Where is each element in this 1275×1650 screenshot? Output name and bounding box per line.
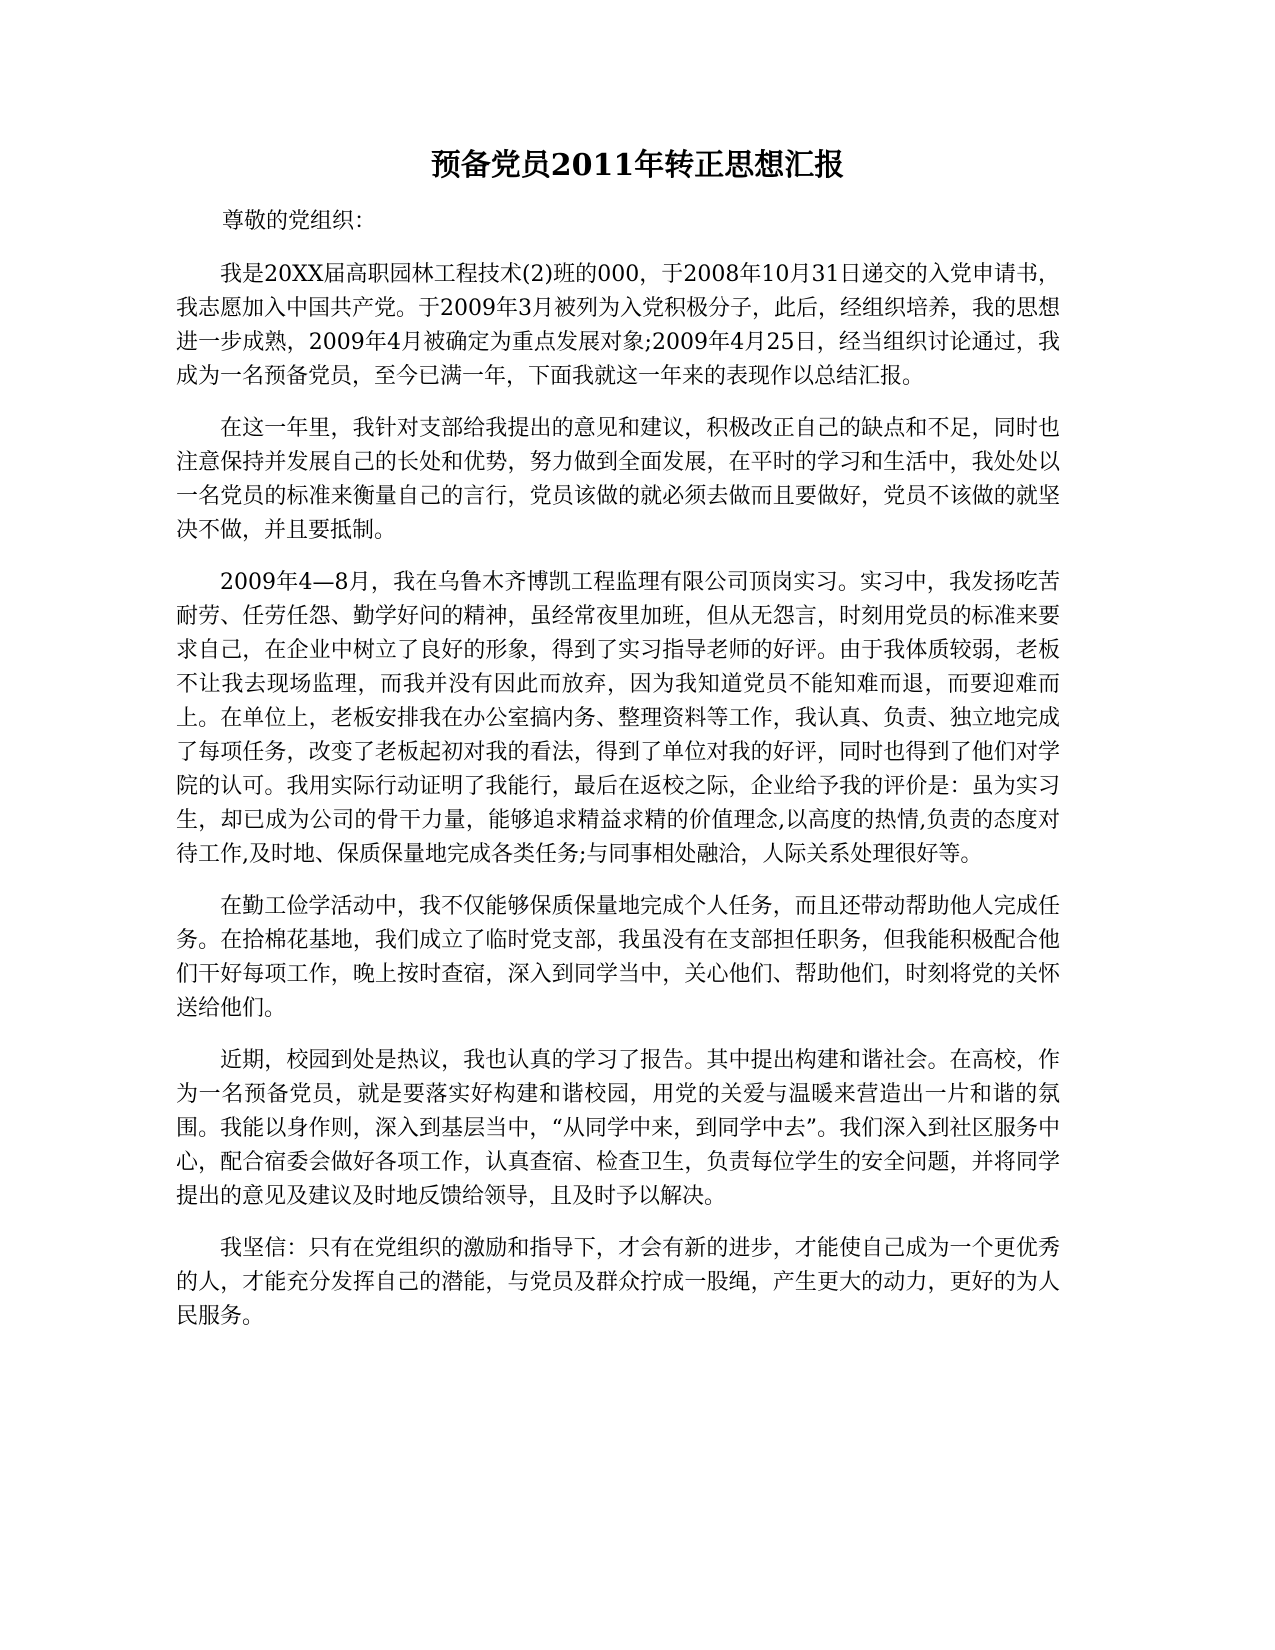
paragraph-6: 我坚信：只有在党组织的激励和指导下，才会有新的进步，才能使自己成为一个更优秀的人，才能充分发挥自己的潜能，与党员及群众拧成一股绳，产生更大的动力，更好的为人民服务。 [176, 1236, 1060, 1329]
document-title: 预备党员2011年转正思想汇报 [430, 148, 845, 183]
paragraph-4: 在勤工俭学活动中，我不仅能够保质保量地完成个人任务，而且还带动帮助他人完成任务。在拾棉花基地，我们成立了临时党支部，我虽没有在支部担任职务，但我能积极配合他们干好每项工作，晚上按时查宿，深入到同学当中，关心他们、帮助他们，时刻将党的关怀送给他们。 [176, 894, 1060, 1021]
salutation: 尊敬的党组织： [222, 209, 377, 234]
paragraph-3: 2009年4—8月，我在乌鲁木齐博凯工程监理有限公司顶岗实习。实习中，我发扬吃苦耐劳、任劳任怨、勤学好问的精神，虽经常夜里加班，但从无怨言，时刻用党员的标准来要求自己，在企业中树立了良好的形象，得到了实习指导老师的好评。由于我体质较弱，老板不让我去现场监理，而我并没有因此而放弃，因为我知道党员不能知难而退，而要迎难而上。在单位上，老板安排我在办公室搞内务、整理资料等工作，我认真、负责、独立地完成了每项任务，改变了老板起初对我的看法，得到了单位对我的好评，同时也得到了他们对学院的认可。我用实际行动证明了我能行，最后在返校之际，企业给予我的评价是：虽为实习生，却已成为公司的骨干力量，能够追求精益求精的价值理念,以高度的热情,负责的态度对待工作,及时地、保质保量地完成各类任务;与同事相处融洽，人际关系处理很好等。 [176, 570, 1060, 867]
paragraph-5: 近期，校园到处是热议，我也认真的学习了报告。其中提出构建和谐社会。在高校，作为一名预备党员，就是要落实好构建和谐校园，用党的关爱与温暖来营造出一片和谐的氛围。我能以身作则，深入到基层当中，“从同学中来，到同学中去”。我们深入到社区服务中心，配合宿委会做好各项工作，认真查宿、检查卫生，负责每位学生的安全问题，并将同学提出的意见及建议及时地反馈给领导，且及时予以解决。 [176, 1048, 1060, 1209]
document-body [176, 258, 1060, 1352]
paragraph-1: 我是20XX届高职园林工程技术(2)班的000，于2008年10月31日递交的入党申请书，我志愿加入中国共产党。于2009年3月被列为入党积极分子，此后，经组织培养，我的思想进一步成熟，2009年4月被确定为重点发展对象;2009年4月25日，经当组织讨论通过，我成为一名预备党员，至今已满一年，下面我就这一年来的表现作以总结汇报。 [176, 262, 1060, 389]
paragraph-2: 在这一年里，我针对支部给我提出的意见和建议，积极改正自己的缺点和不足，同时也注意保持并发展自己的长处和优势，努力做到全面发展，在平时的学习和生活中，我处处以一名党员的标准来衡量自己的言行，党员该做的就必须去做而且要做好，党员不该做的就坚决不做，并且要抵制。 [176, 416, 1060, 543]
